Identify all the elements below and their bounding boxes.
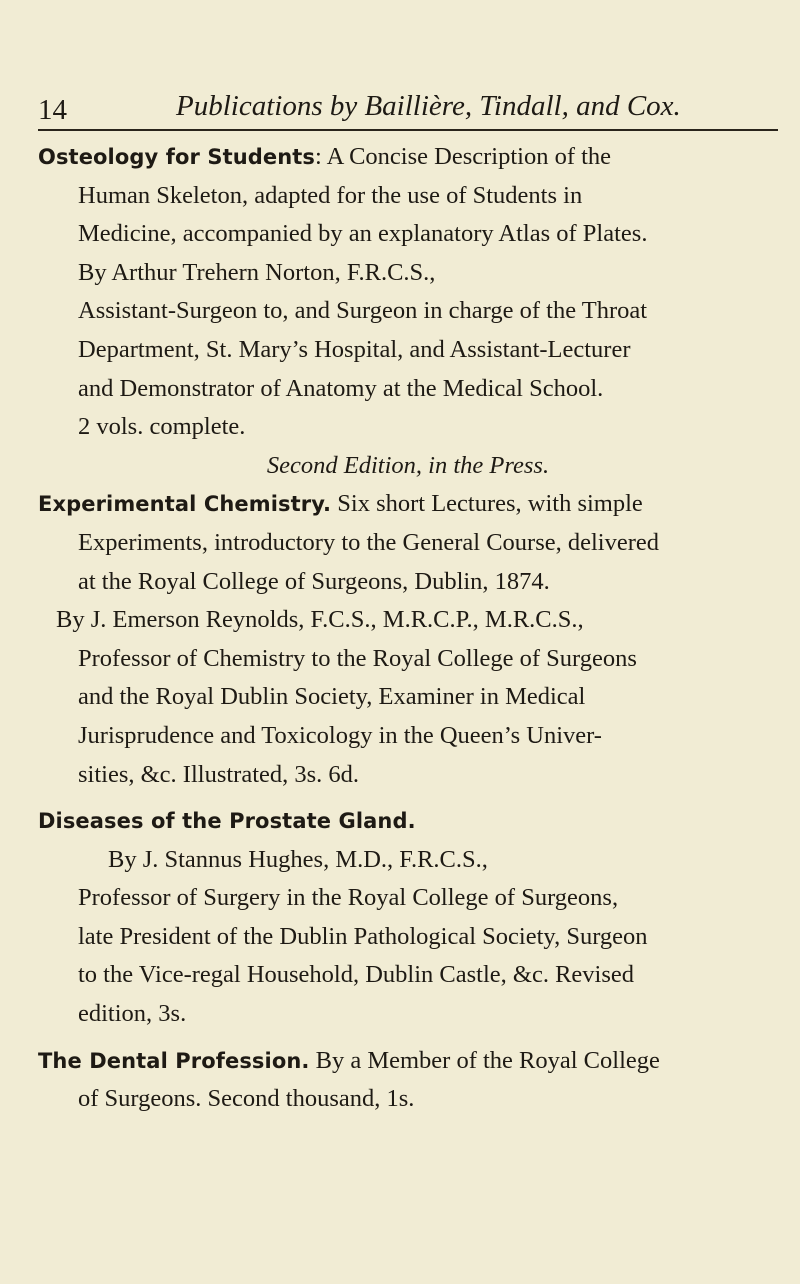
page-header — [38, 86, 778, 126]
publication-list — [38, 138, 778, 1119]
list-item — [38, 138, 778, 485]
entry-text: sities, &c. Illustrated, 3s. 6d. — [78, 760, 360, 788]
entry-title: Diseases of the Prostate Gland. — [38, 809, 416, 834]
entry-text: and Demonstrator of Anatomy at the Medical School. — [78, 374, 604, 402]
entry-text: Human Skeleton, adapted for the use of Students in — [78, 181, 583, 209]
entry-text: Department, St. Mary’s Hospital, and Assistant-Lecturer — [78, 335, 631, 363]
author-line: By J. Emerson Reynolds, F.C.S., M.R.C.P., M.R.C.S., — [56, 606, 584, 634]
author-line: By J. Stannus Hughes, M.D., F.R.C.S., — [108, 845, 488, 873]
running-title: Publications by Baillière, Tindall, and Cox. — [176, 90, 681, 122]
entry-text: Six short Lectures, with simple — [331, 490, 643, 518]
entry-title: The Dental Profession. — [38, 1048, 310, 1073]
entry-title: Osteology for Students — [38, 145, 316, 169]
entry-text: Jurisprudence and Toxicology in the Queen’s Univer- — [78, 721, 602, 749]
entry-text: Professor of Surgery in the Royal College of Surgeons, — [78, 884, 619, 912]
entry-text: to the Vice-regal Household, Dublin Castle, &c. Revised — [78, 961, 635, 989]
entry-title: Experimental Chemistry. — [38, 492, 332, 517]
edition-note: Second Edition, in the Press. — [266, 451, 550, 479]
entry-text: of Surgeons. Second thousand, 1s. — [78, 1085, 415, 1113]
entry-text: Professor of Chemistry to the Royal College of Surgeons — [78, 644, 637, 672]
entry-text: late President of the Dublin Pathological Society, Surgeon — [78, 922, 648, 950]
entry-text: By a Member of the Royal College — [309, 1046, 660, 1074]
entry-text: 2 vols. complete. — [78, 413, 246, 441]
entry-text: Experiments, introductory to the General Course, delivered — [78, 528, 660, 556]
list-item — [38, 802, 778, 1034]
list-item — [38, 485, 778, 794]
page-number: 14 — [38, 94, 67, 126]
list-item — [38, 1042, 778, 1119]
entry-text: and the Royal Dublin Society, Examiner in Medical — [78, 683, 586, 711]
entry-text: edition, 3s. — [78, 1000, 187, 1028]
entry-text: : A Concise Description of the — [315, 143, 612, 170]
entry-text: at the Royal College of Surgeons, Dublin, 1874. — [78, 567, 550, 595]
entry-text: Medicine, accompanied by an explanatory Atlas of Plates. — [78, 220, 648, 248]
author-line: By Arthur Trehern Norton, F.R.C.S., — [78, 258, 436, 286]
header-rule — [38, 129, 778, 131]
entry-text: Assistant-Surgeon to, and Surgeon in charge of the Throat — [78, 297, 648, 325]
